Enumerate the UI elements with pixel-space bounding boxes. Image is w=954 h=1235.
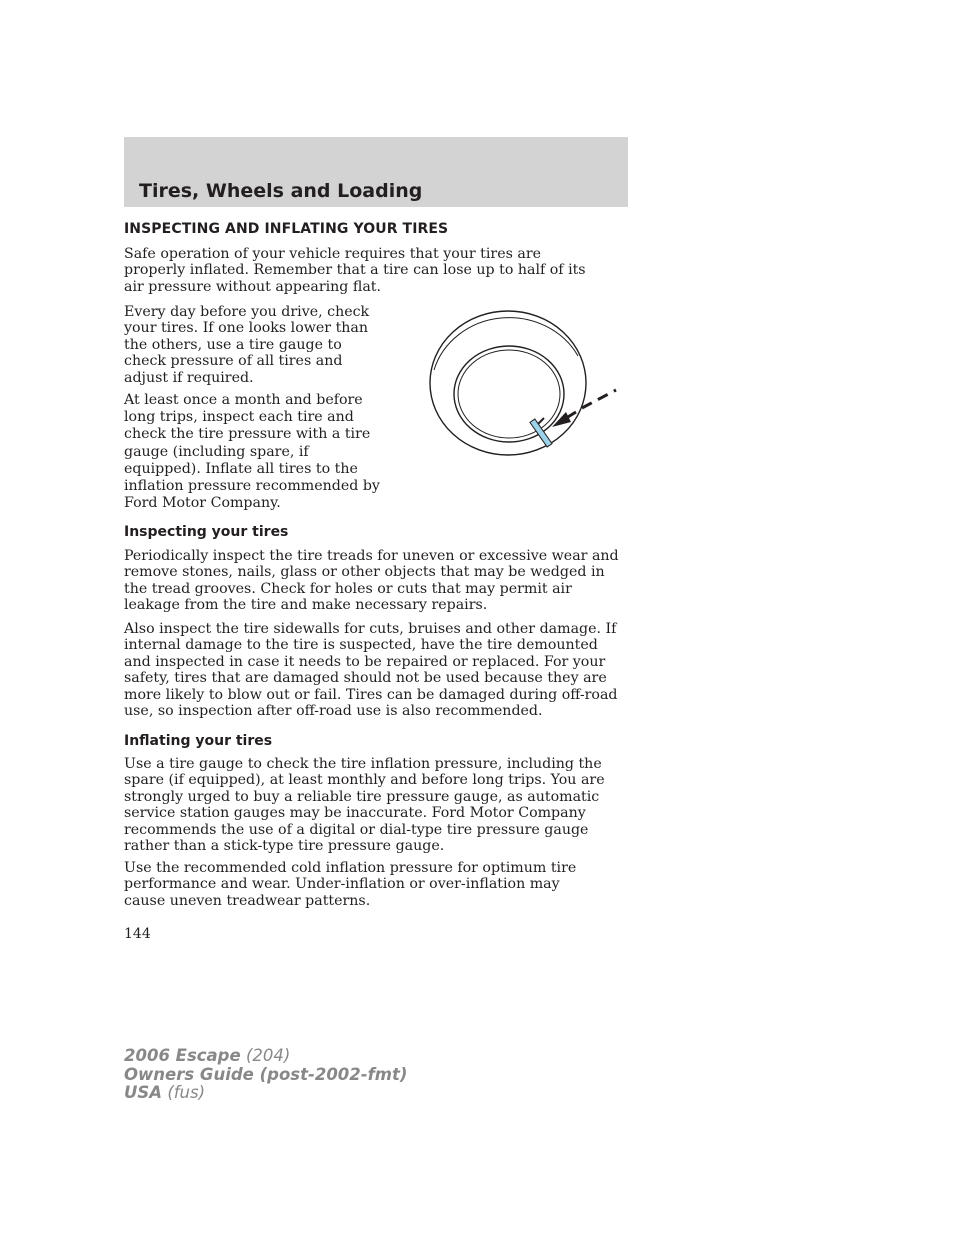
- arrow-dashes: [582, 390, 616, 408]
- inspecting-paragraph-2-block: [124, 621, 620, 719]
- tire-tread-edge: [434, 318, 578, 370]
- inspecting-heading: Inspecting your tires: [124, 524, 289, 540]
- section-header-band: [124, 137, 628, 207]
- intro-paragraph: Safe operation of your vehicle requires that your tires are properly inflated. Remember that a tire can lose up to half of its air pressure without appearing flat.: [124, 246, 586, 295]
- inspecting-paragraph-1-block: [124, 548, 620, 614]
- daily-check-paragraph: Every day before you drive, check your tires. If one looks lower than the others, use a tire gauge to check pressure of all tires and adjust if required.: [124, 304, 370, 386]
- wheel-rim-outer: [454, 346, 564, 442]
- inflating-heading-block: [124, 733, 624, 749]
- footer-market: USA: [124, 1083, 163, 1102]
- section-title: Tires, Wheels and Loading: [139, 180, 423, 202]
- inspecting-paragraph-1: Periodically inspect the tire treads for uneven or excessive wear and remove stones, nails, glass or other objects that may be wedged in the tread grooves. Check for holes or cuts that may permit air leakage from the tire and make necessary repairs.: [124, 548, 619, 614]
- tire-pressure-check-illustration: [424, 308, 620, 464]
- inflating-paragraph-2-block: [124, 860, 594, 909]
- monthly-check-block: [124, 392, 386, 512]
- inflating-paragraph-2: Use the recommended cold inflation pressure for optimum tire performance and wear. Under-inflation or over-inflation may cause uneven treadwear patterns.: [124, 860, 577, 909]
- main-heading-block: [124, 221, 624, 237]
- page-number: 144: [124, 926, 151, 942]
- monthly-check-paragraph: At least once a month and before long trips, inspect each tire and check the tire pressure with a tire gauge (including spare, if equipped). Inflate all tires to the inflation pressure recommended by Ford Motor Company.: [124, 392, 380, 512]
- inspecting-heading-block: [124, 524, 624, 540]
- footer-model-code: (204): [245, 1046, 291, 1065]
- wheel-rim-inner: [458, 350, 560, 438]
- main-heading: INSPECTING AND INFLATING YOUR TIRES: [124, 221, 449, 237]
- footer-model: 2006 Escape: [124, 1046, 241, 1065]
- footer-market-code: (fus): [167, 1083, 206, 1102]
- document-footer: [124, 1047, 407, 1103]
- footer-line-3: [124, 1084, 407, 1103]
- inflating-paragraph-1-block: [124, 756, 624, 854]
- footer-guide: Owners Guide (post-2002-fmt): [124, 1064, 408, 1084]
- inspecting-paragraph-2: Also inspect the tire sidewalls for cuts, bruises and other damage. If internal damage to the tire is suspected, have the tire demounted and inspected in case it needs to be repaired or replaced. For your safety, tires that are damaged should not be used because they are more likely to blow out or fail. Tires can be damaged during off-road use, so inspection after off-road use is also recommended.: [124, 621, 618, 720]
- daily-check-block: [124, 304, 386, 386]
- footer-line-1: [124, 1047, 407, 1066]
- intro-block: [124, 246, 594, 295]
- inflating-heading: Inflating your tires: [124, 733, 273, 749]
- inflating-paragraph-1: Use a tire gauge to check the tire inflation pressure, including the spare (if equipped), at least monthly and before long trips. You are strongly urged to buy a reliable tire pressure gauge, as automatic service station gauges may be inaccurate. Ford Motor Company recommends the use of a digital or dial-type tire pressure gauge rather than a stick-type tire pressure gauge.: [124, 756, 605, 855]
- footer-line-2: [124, 1066, 407, 1085]
